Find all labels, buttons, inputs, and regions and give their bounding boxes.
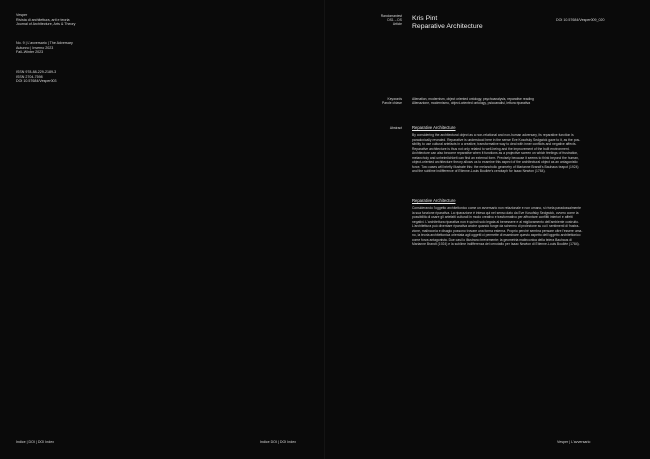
abstract-label: Abstract <box>389 126 402 130</box>
keywords-label-en: Keywords <box>387 97 402 101</box>
journal-doi: DOI 10.57684/Vesper003 <box>16 79 57 84</box>
article-doi: DOI 10.57684/Vesper009_020 <box>556 18 605 22</box>
abstract-line: negativi. L'architettura riparativa non è quindi solo legata al benessere e al miglioramento dell'ambiente costruito. <box>412 219 579 224</box>
season-en: Fall–Winter 2023 <box>16 50 44 55</box>
abstract-line: By considering the architectural object as a non-relational and non-human adversary, its reparative function is <box>412 133 574 137</box>
issn-online: ISSN 2704-7598 <box>16 74 43 79</box>
keywords-labels <box>352 97 402 105</box>
identifiers <box>16 70 57 84</box>
issue-line: No. 9 | L'avversario | The Adversary <box>16 41 73 45</box>
author-name: Kris Pint <box>412 15 438 22</box>
abstract-line: Reparative architecture is thus not only related to well-being and the improvement of the built environment. <box>412 146 570 151</box>
abstract-line: and the sublime indifference of Etienne-Louis Boullée's cenotaph for Isaac Newton (1784). <box>412 169 546 174</box>
abstract-line: Considerando l'oggetto architettonico come un avversario non relazionale e non umano, si rivela paradossalmente <box>412 206 582 210</box>
article-title: Reparative Architecture <box>412 22 483 30</box>
abstract-line: zione, malinconia e disagio possono trovare una forma esterna. Proprio perché sembra pensare oltre l'essere uma- <box>412 228 583 233</box>
abstract-line: melancholy and unheimlichkeit can find an external form. Precisely because it seems to think beyond the human, <box>412 155 579 160</box>
issn-print: ISSN 978-88-229-2189-3 <box>16 70 57 74</box>
abstract-body-en <box>412 133 624 174</box>
section-label-3: Article <box>392 22 402 27</box>
keywords-it: Alienazione, modernismo, object-oriented ontology, psicoanalisi, lettura riparativa <box>412 101 531 106</box>
abstract-heading-en: Reparative Architecture <box>412 125 456 130</box>
journal-name: Vesper <box>16 13 28 17</box>
abstract-line: no, la teoria architettonica orientata agli oggetti ci permette di esaminare questo aspetto dell'oggetto architettonico <box>412 233 581 238</box>
abstract-line: la sua funzione riparativa. La riparazione è intesa qui nel senso dato da Eve Kosofsky Sedgwick, ovvero come la <box>412 210 579 215</box>
season-it: Autunno | Inverno 2023 <box>16 45 54 50</box>
journal-subtitle-en: Journal of Architecture, Arts & Theory <box>16 22 76 27</box>
abstract-line: L'architettura può diventare riparativa anche quando funge da schermo di proiezione su cui i sentimenti di frustra- <box>412 224 580 229</box>
article-header <box>412 15 483 30</box>
abstract-line: sibility to use cultural artefacts in a creative, transformative way to deal with inner conflicts and negative affects. <box>412 142 577 147</box>
abstract-line: Architecture can also become reparative when it functions as a projective screen on which feelings of frustration, <box>412 151 579 156</box>
keywords-en: Alienation, modernism, object oriented ontology, psychoanalysis, reparative reading <box>412 97 534 101</box>
section-label-2: DS1 – DS <box>387 18 402 23</box>
abstract-line: force. Two cases will briefly illustrate this: the melancholic geometry of Marianne Brandt's Bauhaus teapot (1924) <box>412 164 579 169</box>
abstract-heading-it: Reparative Architecture <box>412 198 456 203</box>
keywords-label-it: Parole chiave <box>382 101 402 106</box>
right-page <box>325 0 650 459</box>
abstract-line: object-oriented architecture theory allows us to examine this aspect of the architectural object as an antagonistic <box>412 160 578 165</box>
abstract-body-it <box>412 206 624 247</box>
abstract-line: Marianne Brandt (1924) e la sublime indifferenza del cenotafio per Isaac Newton di Etienne-Louis Boullée (1784). <box>412 242 580 247</box>
abstract-it <box>412 198 624 247</box>
journal-subtitle-it: Rivista di architettura, arti e teoria <box>16 17 70 22</box>
issue-info <box>16 41 73 55</box>
abstract-line: paradoxically revealed. Reparative is understood here in the sense Eve Kosofsky Sedgwick gave to it, as the pos- <box>412 137 581 142</box>
footer-left: Indice | DOI | DOI Index <box>16 440 55 444</box>
abstract-line: possibilità di usare gli artefatti culturali in modo creativo e trasformativo per affrontare conflitti interiori e affetti <box>412 215 573 220</box>
keywords <box>412 97 534 105</box>
footer-right: Vesper | L'avversario <box>557 440 591 444</box>
abstract-line: come forza antagonista. Due casi lo illustrano brevemente: la geometria malinconica della teiera Bauhaus di <box>412 237 572 242</box>
journal-masthead <box>16 13 75 27</box>
abstract-en <box>412 125 624 174</box>
section-labels <box>352 14 402 26</box>
section-label-1: Randomaniest <box>380 14 402 18</box>
footer-center: Indice DOI | DOI Index <box>260 440 297 444</box>
